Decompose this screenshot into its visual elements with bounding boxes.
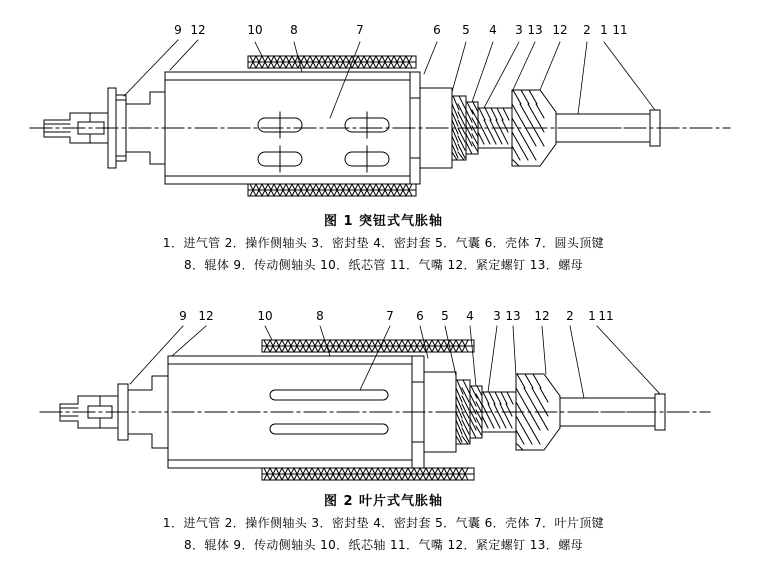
leader-label-11: 11 — [612, 23, 628, 37]
figure-1-legend — [0, 232, 767, 276]
leader-label-12a: 12 — [190, 23, 206, 37]
figure-2-drawing — [0, 290, 767, 490]
leader-label-3: 3 — [515, 23, 523, 37]
leader-label-10: 10 — [257, 309, 273, 323]
leader-label-6: 6 — [433, 23, 441, 37]
key-slot-group-bottom — [258, 146, 389, 172]
figure-1-leader-numbers — [174, 23, 627, 37]
figure-1-caption: 图 1 突钮式气胀轴 — [323, 214, 444, 229]
leader-label-8: 8 — [290, 23, 298, 37]
leader-label-9: 9 — [179, 309, 187, 323]
figure-2-legend-line-2: 8．辊体 9．传动侧轴头 10．纸芯轴 11．气嘴 12．紧定螺钉 13．螺母 — [183, 538, 584, 552]
leader-label-7: 7 — [356, 23, 364, 37]
leader-label-4: 4 — [466, 309, 474, 323]
figure-1-legend-line-2: 8．辊体 9．传动侧轴头 10．纸芯管 11．气嘴 12．紧定螺钉 13．螺母 — [183, 258, 584, 272]
leader-label-8: 8 — [316, 309, 324, 323]
leader-label-5: 5 — [462, 23, 470, 37]
paper-core-tube-bottom — [248, 184, 416, 196]
leader-label-3: 3 — [493, 309, 501, 323]
leader-label-11: 11 — [598, 309, 614, 323]
paper-core-shaft-bottom — [262, 468, 474, 480]
leader-label-2: 2 — [583, 23, 591, 37]
leader-label-2: 2 — [566, 309, 574, 323]
figure-2-caption: 图 2 叶片式气胀轴 — [323, 494, 444, 509]
leader-label-1: 1 — [588, 309, 596, 323]
leader-lines — [124, 40, 655, 118]
leader-label-1: 1 — [600, 23, 608, 37]
vane-slot-top — [270, 390, 388, 400]
leader-label-10: 10 — [247, 23, 263, 37]
leader-label-12b: 12 — [534, 309, 550, 323]
leader-label-5: 5 — [441, 309, 449, 323]
figure-1-legend-line-1: 1．进气管 2．操作侧轴头 3．密封垫 4．密封套 5．气囊 6．壳体 7．圆头顶键 — [162, 236, 605, 250]
leader-label-12b: 12 — [552, 23, 568, 37]
figure-2-legend — [0, 512, 767, 556]
figure-2-leader-numbers — [179, 309, 613, 323]
leader-label-12a: 12 — [198, 309, 214, 323]
figure-2-block — [0, 290, 767, 578]
leader-label-13: 13 — [527, 23, 543, 37]
figure-1-drawing — [0, 0, 767, 205]
paper-core-tube-top — [248, 56, 416, 68]
leader-label-4: 4 — [489, 23, 497, 37]
leader-label-9: 9 — [174, 23, 182, 37]
leader-lines — [130, 326, 660, 398]
leader-label-6: 6 — [416, 309, 424, 323]
paper-core-shaft-top — [262, 340, 474, 352]
vane-slot-bottom — [270, 424, 388, 434]
leader-label-7: 7 — [386, 309, 394, 323]
key-slot-group-top — [258, 112, 389, 138]
leader-label-13: 13 — [505, 309, 521, 323]
figure-2-legend-line-1: 1．进气管 2．操作侧轴头 3．密封垫 4．密封套 5．气囊 6．壳体 7．叶片顶键 — [162, 516, 605, 530]
